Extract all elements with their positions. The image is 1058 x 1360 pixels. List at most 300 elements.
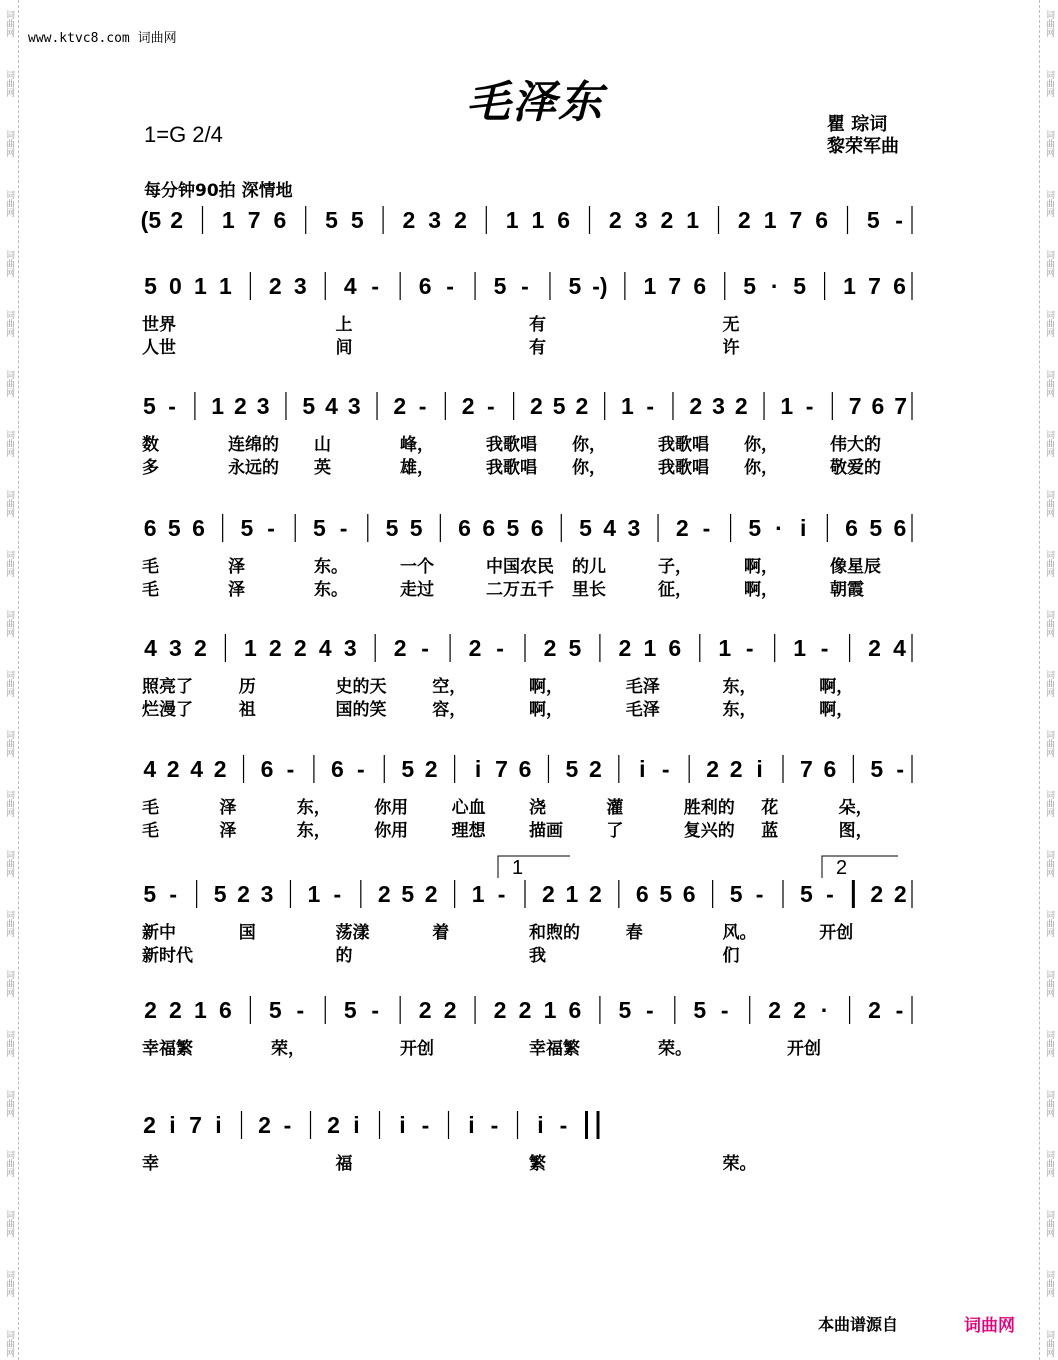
note: 4 xyxy=(318,635,332,661)
note: 2 xyxy=(870,881,884,907)
side-watermark-text: 词曲网 xyxy=(1044,70,1054,97)
note: - xyxy=(497,881,506,907)
note: 5 xyxy=(302,393,316,419)
note: 2 xyxy=(768,997,782,1023)
volta-first-number: 1 xyxy=(512,857,524,879)
note: 2 xyxy=(454,207,467,233)
note: 2 xyxy=(729,756,743,782)
note: - xyxy=(521,273,529,299)
note: 1 xyxy=(643,635,657,661)
lyric-text: 啊， xyxy=(529,700,563,720)
note: 5 xyxy=(552,393,566,419)
lyric-text: 连绵的 xyxy=(228,435,279,455)
note: 6 xyxy=(871,393,885,419)
lyric-text: 世界 xyxy=(142,315,176,335)
note: 2 xyxy=(575,393,589,419)
lyric-text: 走过 xyxy=(400,580,434,600)
side-watermark-text: 词曲网 xyxy=(4,550,14,577)
note: i xyxy=(215,1112,222,1138)
side-watermark-text: 词曲网 xyxy=(4,10,14,37)
lyric-text: 的儿 xyxy=(572,557,606,577)
side-watermark-text: 词曲网 xyxy=(1044,370,1054,397)
note: - xyxy=(490,1112,499,1138)
note: - xyxy=(168,393,176,419)
note: 7 xyxy=(668,273,682,299)
lyric-text: 开创 xyxy=(400,1039,434,1059)
note: 2 xyxy=(234,393,247,419)
note: 5 xyxy=(401,756,415,782)
note: 4 xyxy=(603,515,617,541)
note: 6 xyxy=(260,756,274,782)
lyric-text: 容， xyxy=(432,700,467,720)
lyric-text: 你用 xyxy=(374,798,409,818)
lyric-text: 数 xyxy=(142,435,159,455)
side-watermark-text: 词曲网 xyxy=(4,1330,14,1357)
note: 1 xyxy=(621,393,634,419)
lyric-text: 史的天 xyxy=(335,677,387,697)
note: 2 xyxy=(258,1112,271,1138)
lyric-text: 永远的 xyxy=(228,458,279,478)
note: 6 xyxy=(418,273,432,299)
source-label: 本曲谱源自 xyxy=(818,1315,899,1334)
note: 6 xyxy=(530,515,544,541)
side-watermark-text: 词曲网 xyxy=(4,490,14,517)
note: 7 xyxy=(495,756,508,782)
note: 6 xyxy=(635,881,649,907)
note: 1 xyxy=(780,393,794,419)
lyric-text: 开创 xyxy=(787,1039,821,1059)
lyric-text: 东， xyxy=(296,798,331,818)
note: 2 xyxy=(618,635,632,661)
note: · xyxy=(775,515,783,541)
note: 2 xyxy=(170,207,184,233)
note: 2 xyxy=(868,635,881,661)
lyric-text: 里长 xyxy=(572,580,606,600)
side-watermark-text: 词曲网 xyxy=(4,730,14,757)
side-watermark-text: 词曲网 xyxy=(1044,1090,1054,1117)
lyric-text: 我 xyxy=(529,946,546,966)
lyric-text: 幸福繁 xyxy=(529,1039,580,1059)
note: - xyxy=(339,515,348,541)
note: - xyxy=(446,273,454,299)
note: 5 xyxy=(693,997,707,1023)
lyric-text: 毛泽 xyxy=(625,700,660,720)
note: 2 xyxy=(737,207,751,233)
lyric-text: 有 xyxy=(529,315,546,335)
side-watermark-text: 词曲网 xyxy=(4,1090,14,1117)
note: 5 xyxy=(866,207,880,233)
note: - xyxy=(702,515,711,541)
note: 5 xyxy=(343,997,357,1023)
note: 6 xyxy=(482,515,496,541)
note: · xyxy=(820,997,829,1023)
lyric-text: 祖 xyxy=(238,700,256,720)
note: - xyxy=(371,997,380,1023)
note: 5 xyxy=(869,515,883,541)
note: - xyxy=(356,756,365,782)
note: i xyxy=(399,1112,406,1138)
note: 5 xyxy=(142,393,156,419)
lyric-text: 啊， xyxy=(819,677,854,697)
note: 2 xyxy=(377,881,391,907)
note: 0 xyxy=(169,273,182,299)
tempo-marking: 每分钟90拍 深情地 xyxy=(144,181,293,201)
note: 5 xyxy=(659,881,673,907)
note: · xyxy=(770,273,779,299)
note: 2 xyxy=(706,756,720,782)
note: 6 xyxy=(557,207,571,233)
note: 6 xyxy=(682,881,696,907)
note: 2 xyxy=(893,881,907,907)
side-watermark-text: 词曲网 xyxy=(1044,250,1054,277)
note: 4 xyxy=(893,635,906,661)
site-url[interactable]: www.ktvc8.com 词曲网 xyxy=(28,31,177,46)
lyric-text: 灌 xyxy=(606,798,624,818)
side-watermark-text: 词曲网 xyxy=(4,790,14,817)
note: - xyxy=(169,881,178,907)
note: 1 xyxy=(243,635,257,661)
lyric-text: 东， xyxy=(722,677,757,697)
side-watermark-text: 词曲网 xyxy=(1044,910,1054,937)
lyric-text: 幸 xyxy=(142,1154,159,1174)
note: 2 xyxy=(268,273,282,299)
lyric-text: 心血 xyxy=(451,798,486,818)
lyric-text: 风。 xyxy=(722,923,757,943)
note: 7 xyxy=(189,1112,202,1138)
song-title: 毛泽东 xyxy=(466,77,604,128)
note: 6 xyxy=(823,756,837,782)
side-watermark-text: 词曲网 xyxy=(1044,1210,1054,1237)
volta-second-bracket xyxy=(822,856,898,878)
lyric-text: 无 xyxy=(722,315,740,335)
note: 2 xyxy=(588,881,602,907)
note: 2 xyxy=(542,881,555,907)
lyric-text: 许 xyxy=(722,338,740,358)
side-watermark-text: 词曲网 xyxy=(1044,1150,1054,1177)
note: i xyxy=(799,515,807,541)
note: 1 xyxy=(307,881,321,907)
side-watermark-text: 词曲网 xyxy=(1044,310,1054,337)
note: 2 xyxy=(588,756,602,782)
note: - xyxy=(720,997,729,1023)
side-watermark-text: 词曲网 xyxy=(4,1210,14,1237)
note: i xyxy=(468,1112,475,1138)
side-watermark-text: 词曲网 xyxy=(1044,550,1054,577)
volta-first-bracket xyxy=(498,856,570,878)
lyric-text: 照亮了 xyxy=(142,677,193,697)
note: 7 xyxy=(800,756,813,782)
note: 5 xyxy=(401,881,415,907)
side-watermark-text: 词曲网 xyxy=(1044,190,1054,217)
note: 5 xyxy=(240,515,254,541)
note: 2 xyxy=(166,756,180,782)
note: 5 xyxy=(618,997,632,1023)
note: 3 xyxy=(260,881,274,907)
note: 5 xyxy=(350,207,364,233)
lyric-text: 多 xyxy=(142,458,159,478)
note: 5 xyxy=(565,756,579,782)
note: - xyxy=(661,756,670,782)
note: - xyxy=(418,393,427,419)
note: - xyxy=(896,756,905,782)
note: 2 xyxy=(393,635,407,661)
note: 2 xyxy=(443,997,457,1023)
note: i xyxy=(537,1112,544,1138)
note: - xyxy=(646,997,654,1023)
note: 3 xyxy=(347,393,361,419)
note: 1 xyxy=(531,207,545,233)
lyric-text: 你用 xyxy=(374,821,409,841)
note: 1 xyxy=(565,881,579,907)
note: i xyxy=(474,756,482,782)
side-watermark-text: 词曲网 xyxy=(4,910,14,937)
note: 2 xyxy=(793,997,807,1023)
side-watermark-text: 词曲网 xyxy=(1044,10,1054,37)
lyric-text: 上 xyxy=(335,315,353,335)
note: 2 xyxy=(424,756,438,782)
lyric-text: 啊， xyxy=(819,700,854,720)
note: 6 xyxy=(143,515,157,541)
lyric-text: 烂漫了 xyxy=(142,700,193,720)
side-watermark-text: 词曲网 xyxy=(4,970,14,997)
side-watermark-text: 词曲网 xyxy=(1044,670,1054,697)
note: 6 xyxy=(845,515,858,541)
side-watermark-text: 词曲网 xyxy=(1044,430,1054,457)
note: 1 xyxy=(763,207,777,233)
lyric-text: 历 xyxy=(238,677,256,697)
lyric-text: 国的笑 xyxy=(335,700,387,720)
note: 5 xyxy=(167,515,181,541)
note: - xyxy=(826,881,834,907)
lyric-text: 啊， xyxy=(744,580,778,600)
note: 5 xyxy=(143,881,157,907)
side-watermark-text: 词曲网 xyxy=(4,1150,14,1177)
note: 2 xyxy=(493,997,507,1023)
lyric-text: 理想 xyxy=(451,821,486,841)
note: 4 xyxy=(144,635,157,661)
lyric-text: 一个 xyxy=(400,557,434,577)
side-watermark-text: 词曲网 xyxy=(4,1270,14,1297)
note: 1 xyxy=(194,273,207,299)
lyric-text: 复兴的 xyxy=(683,821,735,841)
note: 5 xyxy=(800,881,813,907)
lyric-text: 毛 xyxy=(142,798,159,818)
lyric-text: 朵， xyxy=(838,798,873,818)
note: -) xyxy=(592,273,608,299)
note: 2 xyxy=(675,515,689,541)
note: 1 xyxy=(843,273,856,299)
lyric-text: 间 xyxy=(335,338,353,358)
lyric-text: 着 xyxy=(432,923,450,943)
lyric-text: 人世 xyxy=(142,338,176,358)
lyric-text: 的 xyxy=(335,946,353,966)
note: 5 xyxy=(568,635,582,661)
note: 6 xyxy=(693,273,707,299)
note: 5 xyxy=(870,756,884,782)
note: 3 xyxy=(712,393,725,419)
side-watermark-text: 词曲网 xyxy=(1044,1270,1054,1297)
lyric-text: 啊， xyxy=(529,677,563,697)
lyric-text: 朝霞 xyxy=(830,580,864,600)
note: i xyxy=(756,756,763,782)
lyric-text: 东， xyxy=(722,700,757,720)
lyric-text: 泽 xyxy=(228,557,245,577)
note: 5 xyxy=(409,515,423,541)
note: (5 xyxy=(140,207,162,233)
note: - xyxy=(755,881,764,907)
note: 6 xyxy=(893,515,907,541)
note: 3 xyxy=(634,207,648,233)
lyric-text: 雄， xyxy=(400,458,434,478)
side-watermark-text: 词曲网 xyxy=(1044,1030,1054,1057)
lyric-text: 像星辰 xyxy=(830,557,881,577)
note: 6 xyxy=(218,997,232,1023)
lyric-text: 毛 xyxy=(142,821,159,841)
note: 2 xyxy=(402,207,416,233)
note: - xyxy=(646,393,655,419)
side-watermark-text: 词曲网 xyxy=(4,130,14,157)
side-watermark-text: 词曲网 xyxy=(4,190,14,217)
note: 1 xyxy=(793,635,807,661)
lyric-text: 蓝 xyxy=(761,821,779,841)
note: - xyxy=(496,635,504,661)
lyric-text: 你， xyxy=(572,435,606,455)
lyric-text: 毛 xyxy=(142,557,159,577)
lyric-text: 了 xyxy=(606,821,624,841)
note: 2 xyxy=(143,1112,156,1138)
lyric-text: 我歌唱 xyxy=(486,435,537,455)
side-watermark-text: 词曲网 xyxy=(1044,610,1054,637)
lyric-text: 春 xyxy=(625,923,643,943)
lyric-text: 毛泽 xyxy=(625,677,660,697)
side-watermark-text: 词曲网 xyxy=(4,310,14,337)
note: - xyxy=(895,997,904,1023)
lyric-text: 我歌唱 xyxy=(658,435,709,455)
side-watermark-text: 词曲网 xyxy=(4,370,14,397)
note: 3 xyxy=(169,635,182,661)
lyric-text: 荣。 xyxy=(722,1154,757,1174)
lyric-text: 新时代 xyxy=(142,946,193,966)
note: 6 xyxy=(458,515,471,541)
note: 5 xyxy=(748,515,762,541)
note: 5 xyxy=(793,273,807,299)
lyric-text: 胜利的 xyxy=(683,798,735,818)
note: 5 xyxy=(729,881,743,907)
note: 5 xyxy=(213,881,227,907)
note: 5 xyxy=(313,515,326,541)
side-watermark-text: 词曲网 xyxy=(4,850,14,877)
note: - xyxy=(267,515,275,541)
note: 7 xyxy=(848,393,862,419)
side-watermark-text: 词曲网 xyxy=(4,610,14,637)
lyric-text: 幸福繁 xyxy=(142,1039,193,1059)
note: 4 xyxy=(190,756,204,782)
note: 3 xyxy=(627,515,641,541)
note: 7 xyxy=(894,393,908,419)
note: i xyxy=(169,1112,176,1138)
lyric-text: 新中 xyxy=(142,923,176,943)
lyric-text: 荣， xyxy=(271,1039,305,1059)
note: 2 xyxy=(237,881,250,907)
lyric-text: 啊， xyxy=(744,557,778,577)
note: - xyxy=(421,635,429,661)
lyric-text: 东。 xyxy=(314,580,348,600)
note: 2 xyxy=(418,997,432,1023)
note: 1 xyxy=(218,273,232,299)
note: 2 xyxy=(689,393,703,419)
note: 5 xyxy=(493,273,507,299)
note: 2 xyxy=(461,393,475,419)
composer: 黎荣军曲 xyxy=(827,136,899,157)
side-watermark-text: 词曲网 xyxy=(1044,730,1054,757)
note: 5 xyxy=(268,997,282,1023)
note: 5 xyxy=(325,207,338,233)
note: 1 xyxy=(686,207,700,233)
note: 3 xyxy=(256,393,270,419)
note: - xyxy=(487,393,495,419)
volta-second-number: 2 xyxy=(836,857,848,879)
lyric-text: 荡漾 xyxy=(335,923,370,943)
lyric-text: 中国农民 xyxy=(486,557,554,577)
lyric-text: 泽 xyxy=(219,821,237,841)
note: 6 xyxy=(192,515,205,541)
note: 1 xyxy=(643,273,657,299)
note: - xyxy=(371,273,380,299)
brand-link[interactable]: 词曲网 xyxy=(964,1316,1015,1336)
note: 6 xyxy=(668,635,682,661)
lyric-text: 荣。 xyxy=(658,1039,692,1059)
note: 2 xyxy=(518,997,532,1023)
lyric-text: 开创 xyxy=(819,923,854,943)
note: 6 xyxy=(815,207,829,233)
note: 2 xyxy=(424,881,438,907)
lyric-text: 子， xyxy=(658,557,692,577)
note: 1 xyxy=(505,207,519,233)
side-watermark-text: 词曲网 xyxy=(1044,490,1054,517)
side-watermark-text: 词曲网 xyxy=(4,70,14,97)
lyric-text: 泽 xyxy=(228,580,245,600)
lyric-text: 们 xyxy=(722,946,740,966)
lyric-text: 敬爱的 xyxy=(830,458,881,478)
side-watermark-text: 词曲网 xyxy=(1044,970,1054,997)
note: 2 xyxy=(194,635,207,661)
note: - xyxy=(286,756,295,782)
note: 5 xyxy=(144,273,157,299)
side-watermark-text: 词曲网 xyxy=(1044,790,1054,817)
note: 2 xyxy=(734,393,748,419)
note: - xyxy=(745,635,754,661)
lyric-text: 二万五千 xyxy=(486,580,554,600)
note: 2 xyxy=(144,997,157,1023)
note: 2 xyxy=(543,635,557,661)
note: 6 xyxy=(330,756,344,782)
lyric-text: 伟大的 xyxy=(830,435,881,455)
note: - xyxy=(333,881,342,907)
lyric-text: 空， xyxy=(432,677,467,697)
lyric-text: 我歌唱 xyxy=(486,458,537,478)
note: 3 xyxy=(428,207,442,233)
note: - xyxy=(895,207,903,233)
note: 4 xyxy=(143,756,157,782)
note: 1 xyxy=(471,881,485,907)
note: 6 xyxy=(893,273,906,299)
note: 7 xyxy=(247,207,261,233)
note: 5 xyxy=(385,515,399,541)
note: 7 xyxy=(789,207,803,233)
lyric-text: 国 xyxy=(238,923,256,943)
note: 2 xyxy=(213,756,227,782)
lyricist: 瞿 琮词 xyxy=(827,114,888,135)
